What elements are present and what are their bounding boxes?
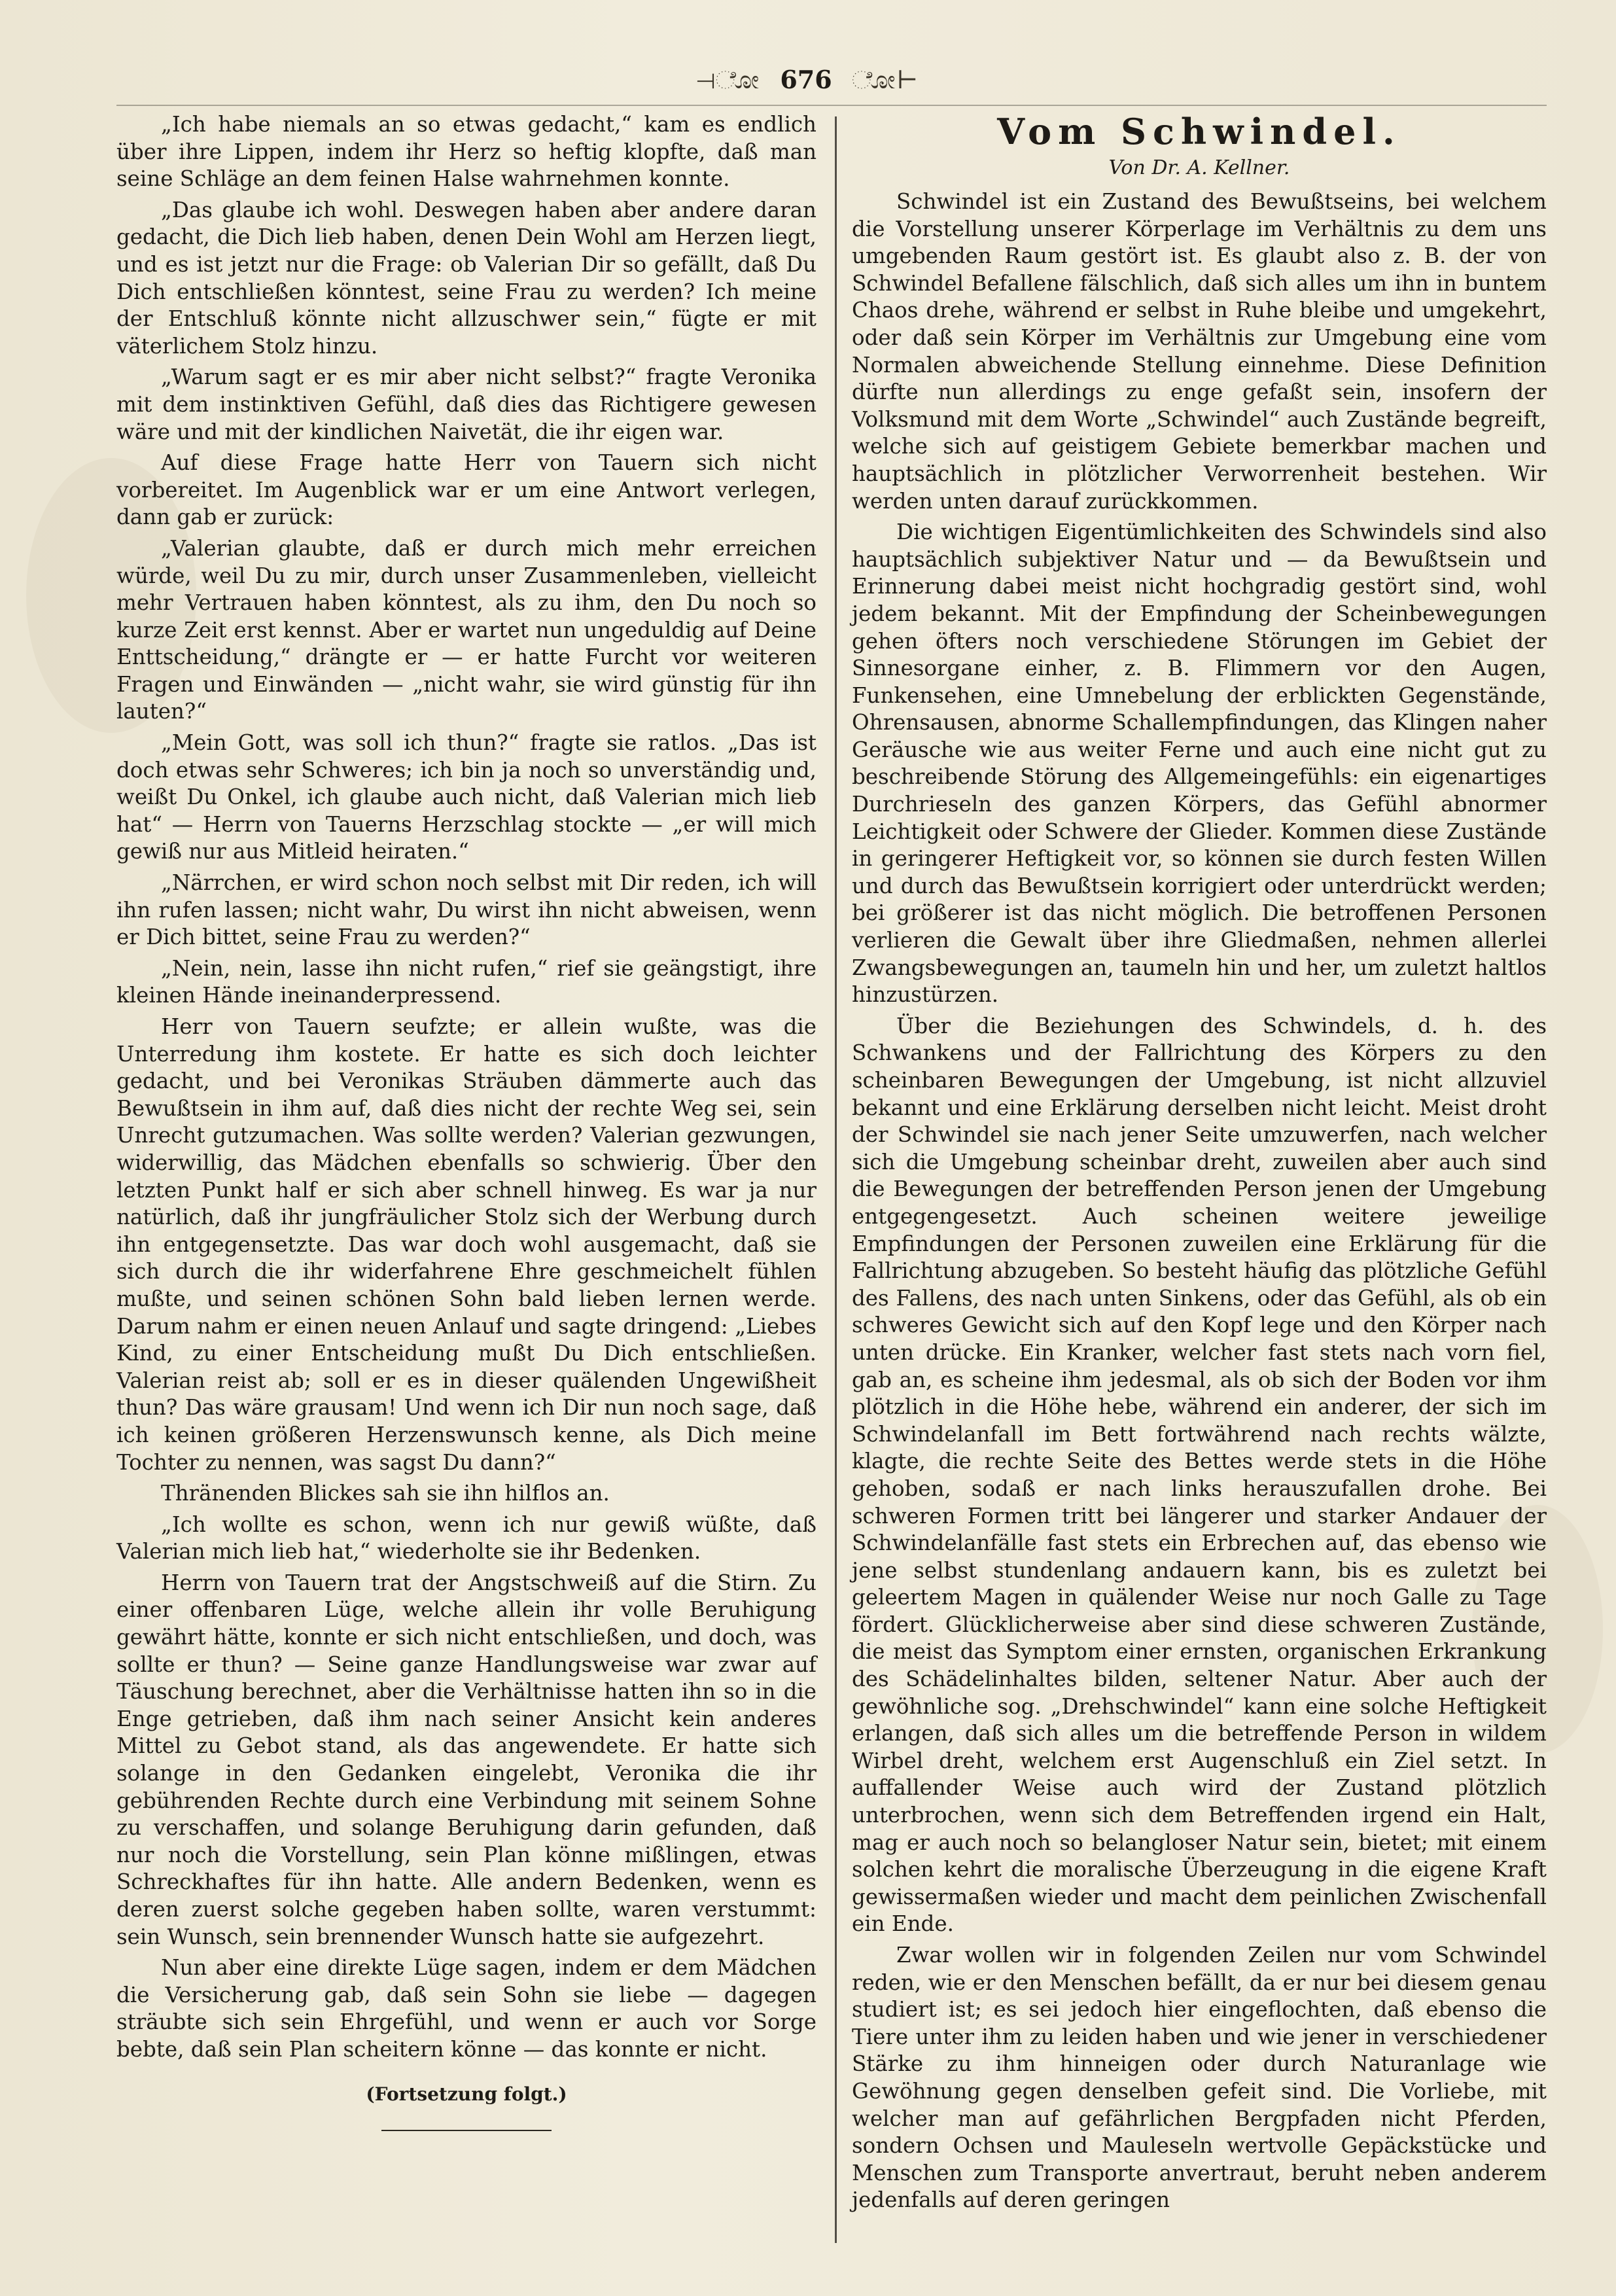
- column-divider: [835, 116, 837, 2243]
- page-header: [0, 60, 1616, 99]
- story-paragraph: „Nein, nein, lasse ihn nicht rufen,“ rief sie geängstigt, ihre kleinen Hände ineinanderpressend.: [116, 955, 817, 1008]
- story-paragraph: Nun aber eine direkte Lüge sagen, indem er dem Mädchen die Versicherung gab, daß sein Sohn sie liebe — dagegen sträubte sich sein Ehrgefühl, und wenn er auch vor Sorge bebte, daß sein Plan scheitern könne — das konnte er nicht.: [116, 1955, 817, 2062]
- ornament-left: ⊣ೋ: [696, 65, 761, 94]
- article-paragraph: Zwar wollen wir in folgenden Zeilen nur vom Schwindel reden, wie er den Menschen befällt, da er nur bei diesem genau studiert ist; es sei jedoch hier eingeflochten, daß ebenso die Tiere unter ihm zu leiden haben und wie jener in verschiedener Stärke zu ihm hinneigen oder durch Naturanlage wie Gewöhnung gegen denselben gefeit sind. Die Vorliebe, mit welcher man auf gefährlichen Bergpfaden nicht Pferden, sondern Ochsen und Mauleseln wertvolle Gepäckstücke und Menschen zum Transporte anvertraut, beruht neben anderem jedenfalls auf deren geringen: [852, 1943, 1547, 2213]
- story-paragraph: Herrn von Tauern trat der Angstschweiß auf die Stirn. Zu einer offenbaren Lüge, welche allein ihr volle Beruhigung gewährt hätte, konnte er sich nicht entschließen, und doch, was sollte er thun? — Seine ganze Handlungsweise war zwar auf Täuschung berechnet, aber die Verhältnisse hatten ihn so in die Enge getrieben, daß ihm nach seiner Ansicht kein anderes Mittel zu Gebot stand, als das angewendete. Er hatte sich solange in den Gedanken eingelebt, Veronika die ihr gebührenden Rechte durch eine Verbindung mit seinem Sohne zu verschaffen, und solange Beruhigung darin gefunden, daß nur noch die Vorstellung, sein Plan könne mißlingen, etwas Schreckhaftes für ihn hatte. Alle andern Bedenken, wenn es deren zuerst solche gegeben haben sollte, waren verstummt: sein Wunsch, sein brennender Wunsch hatte sie aufgezehrt.: [116, 1570, 817, 1949]
- story-paragraph: „Ich wollte es schon, wenn ich nur gewiß wüßte, daß Valerian mich lieb hat,“ wiederholte sie ihr Bedenken.: [116, 1511, 817, 1564]
- article-paragraph: Über die Beziehungen des Schwindels, d. h. des Schwankens und der Fallrichtung des Körpers zu den scheinbaren Bewegungen der Umgebung, ist nicht allzuviel bekannt und eine Erklärung derselben nicht leicht. Meist droht der Schwindel sie nach jener Seite umzuwerfen, nach welcher sich die Umgebung scheinbar dreht, zuweilen aber auch sind die Bewegungen der betreffenden Person jenen der Umgebung entgegengesetzt. Auch scheinen weitere jeweilige Empfindungen der Personen zuweilen eine Erklärung für die Fallrichtung abzugeben. So besteht häufig das plötzliche Gefühl des Fallens, des nach unten Sinkens, oder das Gefühl, als ob ein schweres Gewicht sich auf den Kopf lege und den Körper nach unten drücke. Ein Kranker, welcher fast stets nach vorn fiel, gab an, es scheine ihm jedesmal, als ob sich der Boden vor ihm plötzlich in die Höhe hebe, während ein anderer, der sich im Schwindelanfall im Bett fortwährend nach rechts wälzte, klagte, die rechte Seite des Bettes werde stets in die Höhe gehoben, sodaß er nach links herauszufallen drohe. Bei schweren Formen tritt bei längerer und starker Andauer der Schwindelanfälle fast stets ein Erbrechen auf, das ebenso wie jene selbst stundenlang andauern kann, bis es zuletzt bei geleertem Magen in quälender Weise nur noch Galle zu Tage fördert. Glücklicherweise aber sind diese schweren Zustände, die meist das Symptom einer ernsten, organischen Erkrankung des Schädelinhaltes bilden, seltener Natur. Aber auch der gewöhnliche sog. „Drehschwindel“ kann eine solche Heftigkeit erlangen, daß sich alles um die betreffende Person in wildem Wirbel dreht, welchem erst Augenschluß ein Ziel setzt. In auffallender Weise auch wird der Zustand plötzlich unterbrochen, wenn sich dem Betreffenden irgend ein Halt, mag er auch noch so belangloser Natur sein, bietet; mit einem solchen kehrt die moralische Überzeugung in die eigene Kraft gewissermaßen wieder und macht dem peinlichen Zwischenfall ein Ende.: [852, 1013, 1547, 1937]
- story-paragraph: „Das glaube ich wohl. Deswegen haben aber andere daran gedacht, die Dich lieb haben, denen Dein Wohl am Herzen liegt, und es ist jetzt nur die Frage: ob Valerian Dir so gefällt, daß Du Dich entschließen könntest, seine Frau zu werden? Ich meine der Entschluß könnte nicht allzuschwer sein,“ fügte er mit väterlichem Stolz hinzu.: [116, 197, 817, 359]
- article-column: [852, 111, 1547, 2218]
- story-paragraph: „Mein Gott, was soll ich thun?“ fragte sie ratlos. „Das ist doch etwas sehr Schweres; ich bin ja noch so unverständig und, weißt Du Onkel, ich glaube auch nicht, daß Valerian mich lieb hat“ — Herrn von Tauerns Herzschlag stockte — „er will mich gewiß nur aus Mitleid heiraten.“: [116, 730, 817, 864]
- story-paragraph: Thränenden Blickes sah sie ihn hilflos an.: [161, 1481, 610, 1506]
- page-number: 676: [780, 65, 832, 94]
- article-paragraph: Schwindel ist ein Zustand des Bewußtseins, bei welchem die Vorstellung unserer Körperlage im Verhältnis zu dem uns umgebenden Raum gestört ist. Es glaubt also z. B. der von Schwindel Befallene fälschlich, daß sich alles um ihn in buntem Chaos drehe, während er selbst in Ruhe bleibe und umgekehrt, oder daß sein Körper im Verhältnis zur Umgebung eine vom Normalen abweichende Stellung einnehme. Diese Definition dürfte nun allerdings zu enge gefaßt sein, insofern der Volksmund mit dem Worte „Schwindel“ auch Zustände begreift, welche sich auf geistigem Gebiete bemerkbar machen und hauptsächlich in plötzlicher Verworrenheit bestehen. Wir werden unten darauf zurückkommen.: [852, 189, 1547, 514]
- story-paragraph: Herr von Tauern seufzte; er allein wußte, was die Unterredung ihm kostete. Er hatte es sich doch leichter gedacht, und bei Veronikas Sträuben dämmerte auch das Bewußtsein in ihm auf, daß dies nicht der rechte Weg sei, sein Unrecht gutzumachen. Was sollte werden? Valerian gezwungen, widerwillig, das Mädchen ebenfalls so schwierig. Über den letzten Punkt half er sich aber schnell hinweg. Es war ja nur natürlich, daß ihr jungfräulicher Stolz sich der Werbung durch ihn entgegensetzte. Das war doch wohl ausgemacht, daß sie sich durch die ihr widerfahrene Ehre geschmeichelt fühlen mußte, und seinen schönen Sohn bald lieben lernen werde. Darum nahm er einen neuen Anlauf und sagte dringend: „Liebes Kind, zu einer Entscheidung mußt Du Dich entschließen. Valerian reist ab; soll er es in dieser quälenden Ungewißheit thun? Das wäre grausam! Und wenn ich Dir nun noch sage, daß ich keinen größeren Herzenswunsch kenne, als Dich meine Tochter zu nennen, was sagst Du dann?“: [116, 1014, 817, 1475]
- story-paragraph: „Warum sagt er es mir aber nicht selbst?“ fragte Veronika mit dem instinktiven Gefühl, daß dies das Richtigere gewesen wäre und mit der kindlichen Naivetät, die ihr eigen war.: [116, 364, 817, 444]
- article-byline: Von Dr. A. Kellner.: [1108, 156, 1290, 179]
- article-paragraph: Die wichtigen Eigentümlichkeiten des Schwindels sind also hauptsächlich subjektiver Natur und — da Bewußtsein und Erinnerung dabei meist nicht hochgradig gestört sind, wohl jedem bekannt. Mit der Empfindung der Scheinbewegungen gehen öfters noch verschiedene Störungen im Gebiet der Sinnesorgane einher, z. B. Flimmern vor den Augen, Funkensehen, eine Umnebelung der erblickten Gegenstände, Ohrensausen, abnorme Schallempfindungen, das Klingen naher Geräusche wie aus weiter Ferne und auch eine nicht gut zu beschreibende Störung des Allgemeingefühls: ein eigenartiges Durchrieseln des ganzen Körpers, das Gefühl abnormer Leichtigkeit oder Schwere der Glieder. Kommen diese Zustände in geringerer Heftigkeit vor, so können sie durch festen Willen und durch das Bewußtsein korrigiert oder unterdrückt werden; bei größerer ist das nicht möglich. Die betroffenen Personen verlieren die Gewalt über ihre Gliedmaßen, nehmen allerlei Zwangsbewegungen an, taumeln hin und her, um zuletzt haltlos hinzustürzen.: [852, 520, 1547, 1008]
- story-paragraph: „Valerian glaubte, daß er durch mich mehr erreichen würde, weil Du zu mir, durch unser Zusammenleben, vielleicht mehr Vertrauen haben könntest, als zu ihm, den Du noch so kurze Zeit erst kennst. Aber er wartet nun ungeduldig auf Deine Enttscheidung,“ drängte er — er hatte Furcht vor weiteren Fragen und Einwänden — „nicht wahr, sie wird günstig für ihn lauten?“: [116, 535, 817, 724]
- end-rule: [381, 2130, 552, 2131]
- story-paragraph: „Närrchen, er wird schon noch selbst mit Dir reden, ich will ihn rufen lassen; nicht wahr, Du wirst ihn nicht abweisen, wenn er Dich bittet, seine Frau zu werden?“: [116, 870, 817, 950]
- continuation-note: (Fortsetzung folgt.): [366, 2083, 567, 2105]
- story-column: [116, 111, 817, 2131]
- article-title: Vom Schwindel.: [997, 111, 1401, 152]
- story-paragraph: Auf diese Frage hatte Herr von Tauern sich nicht vorbereitet. Im Augenblick war er um eine Antwort verlegen, dann gab er zurück:: [116, 450, 817, 530]
- header-rule: [116, 105, 1547, 106]
- ornament-right: ೋ⊢: [851, 65, 920, 94]
- story-paragraph: „Ich habe niemals an so etwas gedacht,“ kam es endlich über ihre Lippen, indem ihr Herz so heftig klopfte, daß man seine Schläge an dem feinen Halse wahrnehmen konnte.: [116, 112, 817, 192]
